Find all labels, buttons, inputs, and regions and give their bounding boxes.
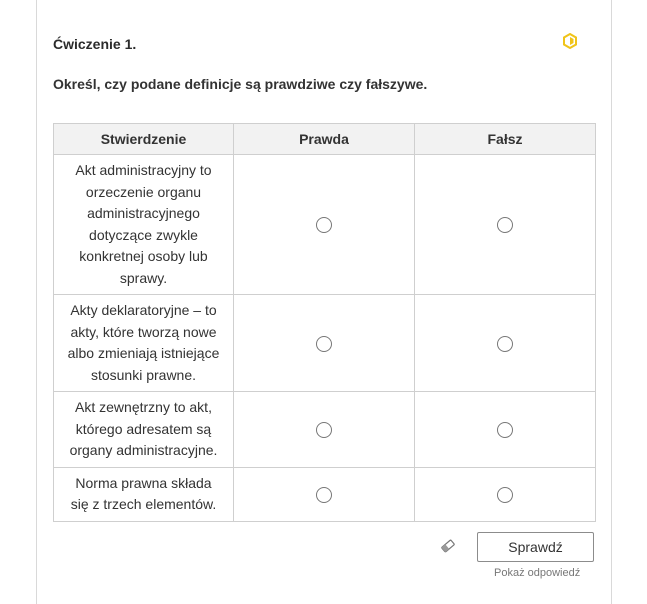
radio-true[interactable] <box>316 217 332 233</box>
radio-false[interactable] <box>497 336 513 352</box>
table-row <box>54 155 596 295</box>
header-false: Fałsz <box>415 124 596 155</box>
table-row <box>54 392 596 468</box>
true-cell <box>234 392 415 468</box>
statement-cell: Akt zewnętrzny to akt, którego adresatem są organy administracyjne. <box>54 392 234 468</box>
exercise-title: Ćwiczenie 1. <box>53 36 137 52</box>
true-cell <box>234 295 415 392</box>
table-row <box>54 295 596 392</box>
exercise-instruction: Określ, czy podane definicje są prawdziwe czy fałszywe. <box>53 76 428 92</box>
statement-cell: Akt administracyjny to orzeczenie organu administracyjnego dotyczące zwykle konkretnej osoby lub sprawy. <box>54 155 234 295</box>
false-cell <box>415 155 596 295</box>
statement-cell: Norma prawna składa się z trzech elementów. <box>54 467 234 521</box>
hexagon-level-icon <box>562 33 578 49</box>
header-statement: Stwierdzenie <box>54 124 234 155</box>
radio-true[interactable] <box>316 487 332 503</box>
true-cell <box>234 155 415 295</box>
statement-cell: Akty deklaratoryjne – to akty, które tworzą nowe albo zmieniają istniejące stosunki prawne. <box>54 295 234 392</box>
radio-true[interactable] <box>316 336 332 352</box>
true-false-table <box>53 123 596 522</box>
radio-false[interactable] <box>497 422 513 438</box>
false-cell <box>415 392 596 468</box>
true-cell <box>234 467 415 521</box>
check-button[interactable]: Sprawdź <box>477 532 594 562</box>
eraser-icon[interactable] <box>440 538 456 554</box>
header-true: Prawda <box>234 124 415 155</box>
show-answer-link[interactable]: Pokaż odpowiedź <box>494 567 581 579</box>
false-cell <box>415 467 596 521</box>
table-header-row <box>54 124 596 155</box>
radio-true[interactable] <box>316 422 332 438</box>
table-row <box>54 467 596 521</box>
radio-false[interactable] <box>497 487 513 503</box>
false-cell <box>415 295 596 392</box>
radio-false[interactable] <box>497 217 513 233</box>
